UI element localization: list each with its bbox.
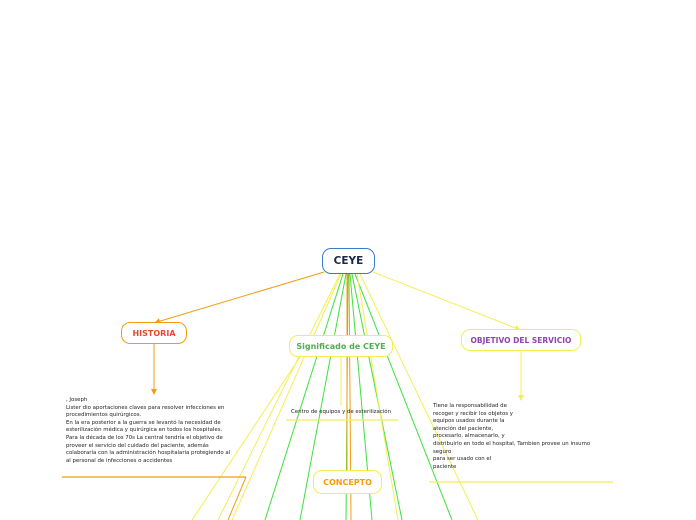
root-node-label: CEYE: [333, 255, 364, 267]
note-line: distribuirlo en todo el hospital, Tambien provee un insumo: [433, 440, 591, 447]
note-line: atención del paciente,: [433, 425, 494, 432]
connector-historia-bottom: [228, 477, 246, 520]
note-line: esterilización médica y quirúrgica en todos los hospitales.: [66, 427, 223, 434]
node-concepto[interactable]: [313, 470, 382, 494]
note-line: recoger y recibir los objetos y: [433, 410, 513, 417]
root-node-ceye[interactable]: [322, 248, 375, 274]
note-line: para ser usado con el: [433, 456, 492, 463]
historia-note[interactable]: [66, 397, 230, 465]
note-line: Tiene la responsabilidad de: [433, 403, 507, 409]
note-line: al personal de infecciones o accidentes: [66, 457, 173, 464]
connector-root-objetivo: [373, 272, 518, 329]
note-line: procedimientos quirúrgicos.: [66, 412, 142, 419]
note-line: colaboraría con la administración hospitalaria protegiendo al: [66, 450, 231, 457]
note-line: proveer el servicio del cuidado del paciente, además: [66, 442, 209, 449]
note-line: Centro de equipos y de esterilización: [291, 409, 391, 415]
note-line: En la era posterior a la guerra se levantó la necesidad de: [66, 419, 221, 426]
note-line: Lister dio aportaciones claves para resolver infecciones en: [66, 404, 225, 411]
node-objetivo-label: OBJETIVO DEL SERVICIO: [470, 335, 572, 345]
note-line: paciente: [433, 463, 457, 470]
node-significado[interactable]: [289, 335, 393, 357]
objetivo-note[interactable]: [433, 403, 590, 471]
node-significado-label: Significado de CEYE: [296, 341, 386, 351]
note-line: equipos usados durante la: [433, 418, 505, 425]
significado-note[interactable]: [291, 409, 391, 417]
node-historia[interactable]: [121, 322, 187, 344]
connector-root-historia: [157, 272, 324, 322]
node-objetivo[interactable]: [461, 329, 581, 351]
note-line: Para la década de los 70s La central tendría el objetivo de: [66, 434, 223, 441]
node-historia-label: HISTORIA: [132, 328, 176, 338]
note-line: procesarlo, almacenarlo, y: [433, 433, 505, 440]
note-line: seguro: [433, 448, 452, 455]
node-concepto-label: CONCEPTO: [323, 477, 372, 487]
note-line: , Joseph: [66, 397, 88, 403]
